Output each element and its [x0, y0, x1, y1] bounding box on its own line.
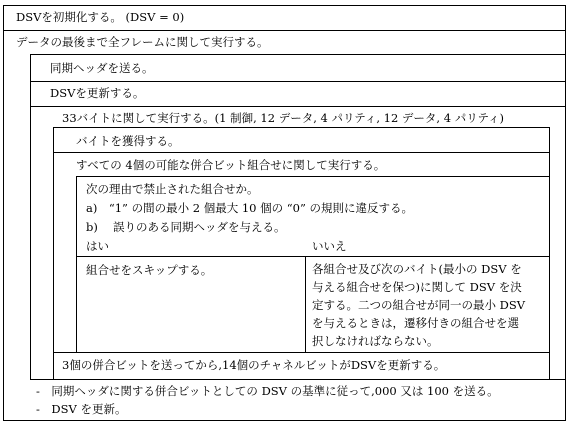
final-step: - DSV を更新。: [36, 402, 127, 416]
no-action: [312, 260, 525, 350]
combo-loop-header: すべての 4個の可能な併合ビット組合せに関して実行する。: [76, 158, 386, 172]
init-step: DSVを初期化する。 (DSV = 0): [16, 10, 185, 24]
branch-divider: [305, 256, 306, 352]
condition-reason-b: b) 誤りのある同期ヘッダを与える。: [86, 220, 286, 234]
condition-question: 次の理由で禁止された組合せか。: [86, 182, 259, 196]
frame-loop-bar: [30, 54, 31, 379]
no-action-line: 択しなければならない。: [312, 334, 439, 348]
final-step: - 同期ヘッダに関する併合ビットとしての DSV の基準に従って,000 又は 100 を送る。: [36, 384, 499, 398]
send-sync-step: 同期ヘッダを送る。: [50, 61, 154, 75]
update-dsv-step: DSVを更新する。: [50, 86, 145, 100]
get-byte-step: バイトを獲得する。: [76, 134, 180, 148]
init-divider: [3, 30, 566, 31]
send-sync-divider: [30, 81, 566, 82]
byte-loop-end-divider: [30, 379, 566, 380]
update-dsv-divider: [30, 106, 566, 107]
yes-label: はい: [86, 239, 109, 253]
yes-action: 組合せをスキップする。: [86, 263, 213, 277]
no-action-line: 与える組合せを保つ)に関して DSV を決: [312, 280, 522, 294]
combo-loop-divider: [76, 176, 549, 177]
get-byte-divider: [53, 152, 549, 153]
no-action-line: を与えるときは，遷移付きの組合せを選: [312, 316, 519, 330]
condition-reason-a: a) “1” の間の最小 2 個最大 10 個の “0” の規則に違反する。: [86, 201, 414, 215]
byte-loop-right: [549, 127, 550, 379]
no-action-line: 各組合せ及び次のバイト(最小の DSV を: [312, 262, 522, 276]
condition-divider: [76, 256, 549, 257]
no-action-line: 定する。二つの組合せが同一の最小 DSV: [312, 298, 526, 312]
after-combo-step: 3個の併合ビットを送ってから,14個のチャネルビットがDSVを更新する。: [62, 358, 446, 372]
byte-loop-bar: [53, 127, 54, 379]
no-label: いいえ: [312, 239, 347, 253]
combo-end-divider: [53, 352, 549, 353]
combo-loop-bar: [76, 176, 77, 352]
frame-loop-header: データの最後まで全フレームに関して実行する。: [16, 35, 269, 49]
frame-loop-divider: [30, 54, 566, 55]
byte-loop-divider: [53, 127, 549, 128]
byte-loop-header: 33バイトに関して実行する。(1 制御, 12 データ, 4 パリティ, 12 データ, 4 パリティ): [62, 111, 505, 125]
